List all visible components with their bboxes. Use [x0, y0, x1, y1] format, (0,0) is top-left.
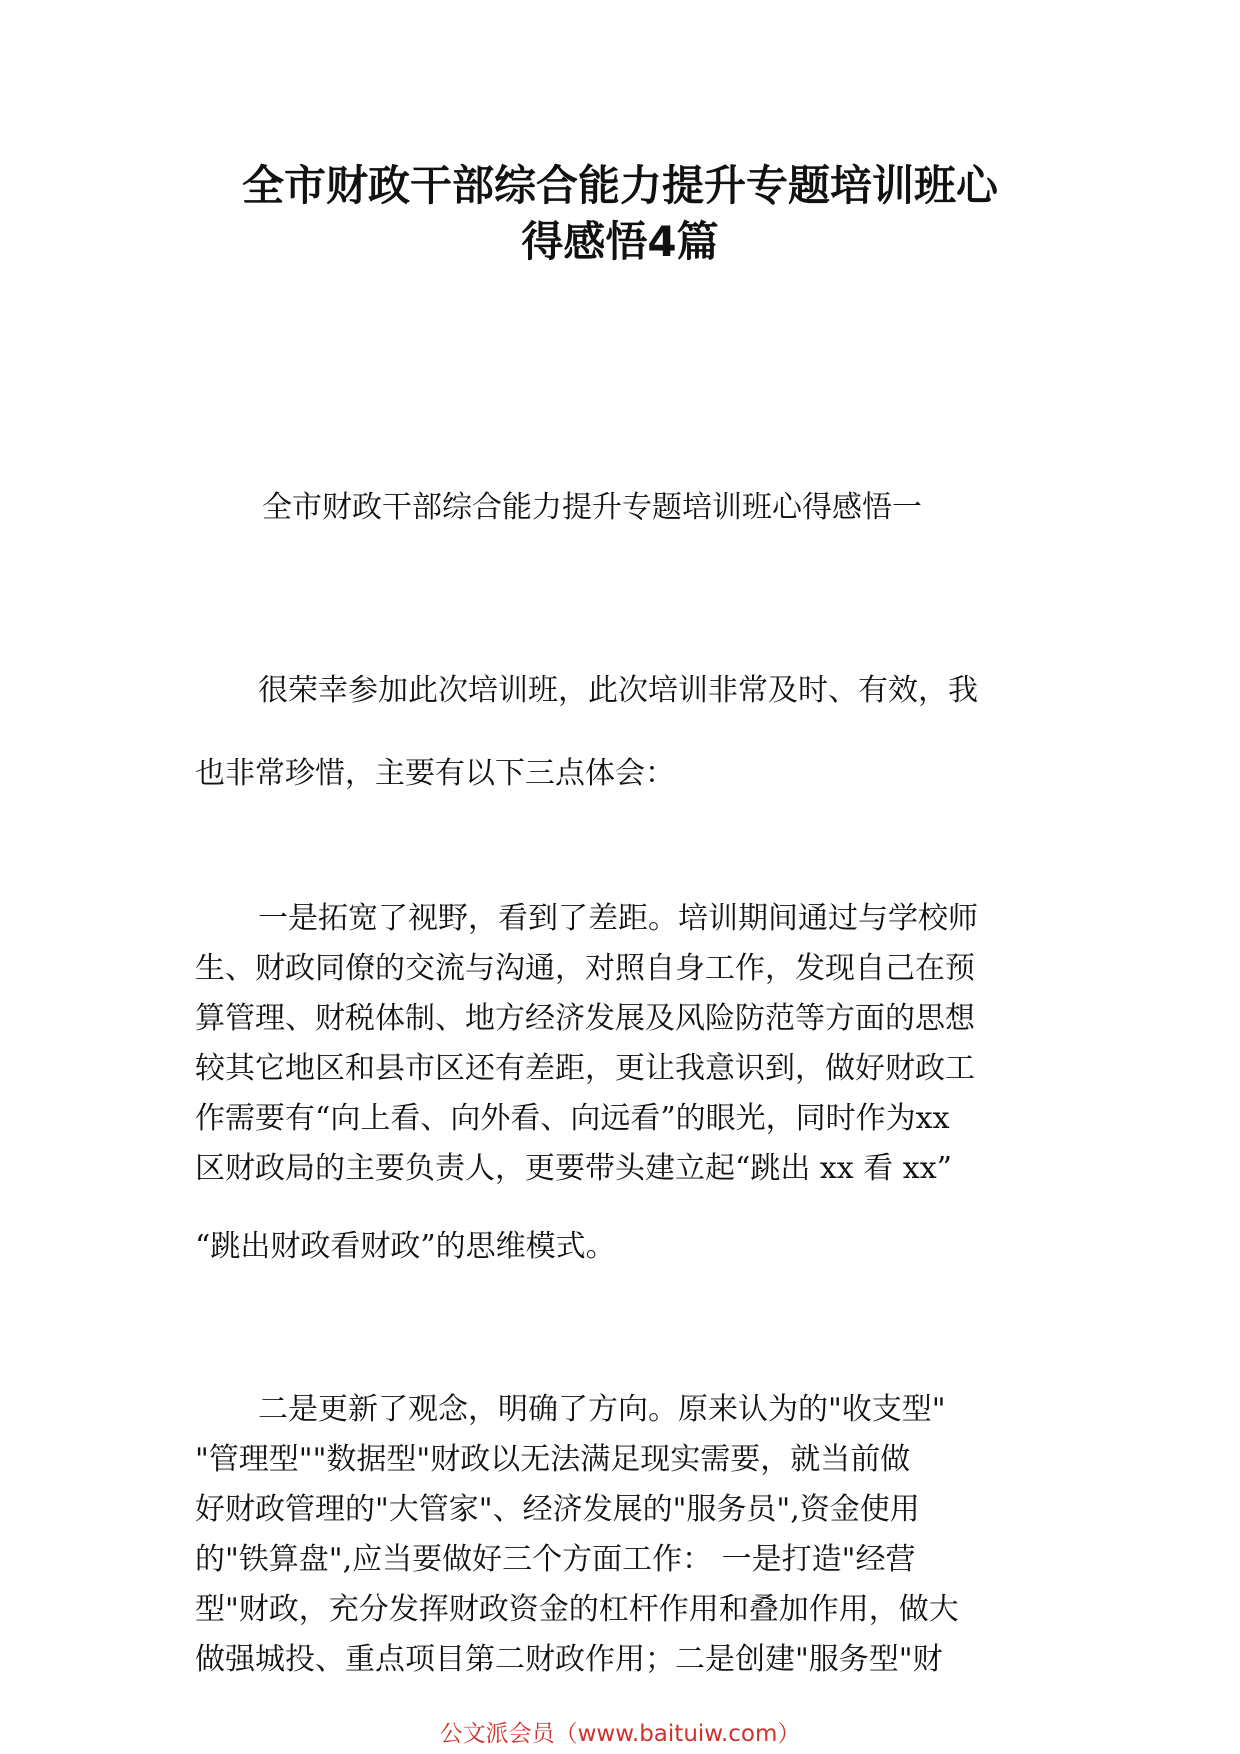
text-line: 算管理、财税体制、地方经济发展及风险防范等方面的思想 [195, 1001, 975, 1036]
text-line: 作需要有“向上看、向外看、向远看”的眼光，同时作为xx [195, 1101, 950, 1136]
text-line: 一是拓宽了视野，看到了差距。培训期间通过与学校师 [258, 901, 978, 936]
text-line: 很荣幸参加此次培训班，此次培训非常及时、有效，我 [258, 673, 978, 708]
text-line: "管理型""数据型"财政以无法满足现实需要，就当前做 [195, 1442, 911, 1477]
text-line: 较其它地区和县市区还有差距，更让我意识到，做好财政工 [195, 1051, 975, 1086]
text-line: 好财政管理的"大管家"、经济发展的"服务员",资金使用 [195, 1492, 920, 1527]
text-line: 型"财政，充分发挥财政资金的杠杆作用和叠加作用，做大 [195, 1592, 959, 1627]
title-line: 得感悟4篇 [521, 217, 719, 266]
title-line: 全市财政干部综合能力提升专题培训班心 [241, 161, 998, 210]
text-line: 二是更新了观念，明确了方向。原来认为的"收支型" [258, 1392, 946, 1427]
text-line: 区财政局的主要负责人，更要带头建立起“跳出 xx 看 xx” [195, 1151, 952, 1186]
text-line: 做强城投、重点项目第二财政作用；二是创建"服务型"财 [195, 1642, 943, 1677]
text-line: 也非常珍惜，主要有以下三点体会： [195, 756, 675, 791]
text-line: “跳出财政看财政”的思维模式。 [195, 1229, 616, 1264]
text-line: 的"铁算盘",应当要做好三个方面工作： 一是打造"经营 [195, 1542, 916, 1577]
point-one-paragraph [195, 894, 1055, 1272]
point-two-paragraph [195, 1385, 1055, 1685]
footer-watermark: 公文派会员（www.baituiw.com） [439, 1721, 801, 1747]
intro-paragraph [195, 649, 1055, 815]
section-heading: 全市财政干部综合能力提升专题培训班心得感悟一 [262, 490, 922, 525]
document-title [150, 158, 1090, 270]
text-line: 生、财政同僚的交流与沟通，对照自身工作，发现自己在预 [195, 951, 975, 986]
